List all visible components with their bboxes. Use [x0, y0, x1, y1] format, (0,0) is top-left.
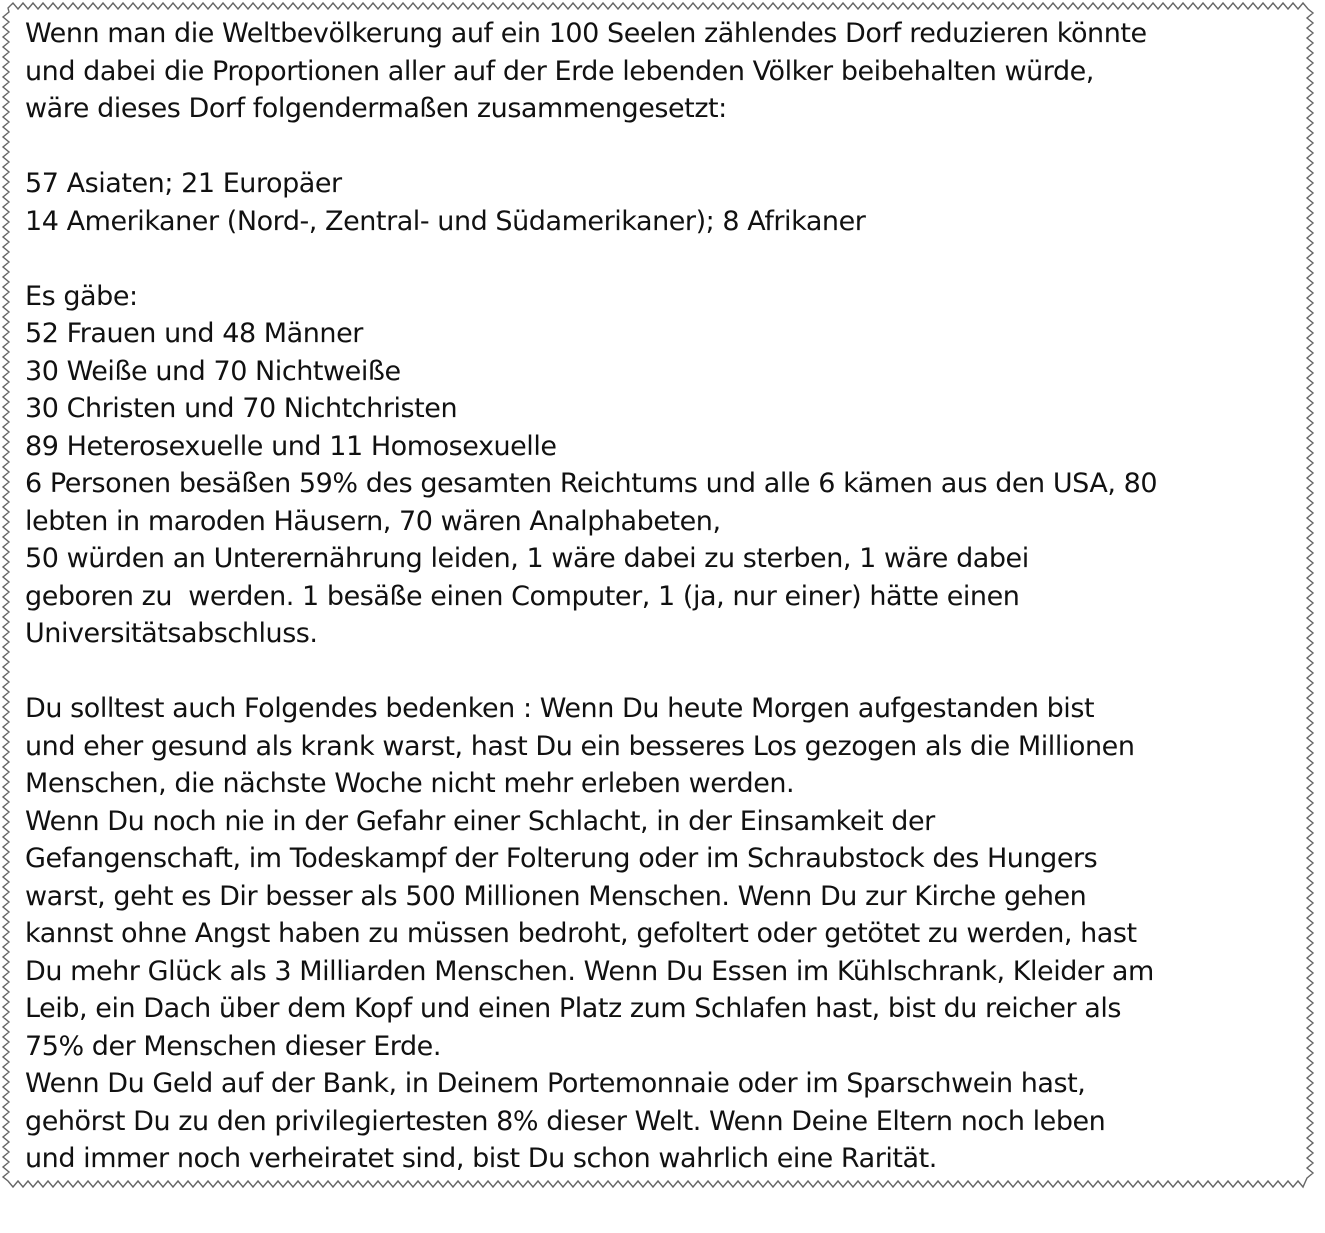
text-line: 14 Amerikaner (Nord-, Zentral- und Südamerikaner); 8 Afrikaner — [25, 205, 866, 237]
text-line: und dabei die Proportionen aller auf der Erde lebenden Völker beibehalten würde, — [25, 55, 1094, 87]
text-line: Wenn Du noch nie in der Gefahr einer Schlacht, in der Einsamkeit der — [25, 805, 935, 837]
text-line: und eher gesund als krank warst, hast Du ein besseres Los gezogen als die Millionen — [25, 730, 1135, 762]
text-line: gehörst Du zu den privilegiertesten 8% dieser Welt. Wenn Deine Eltern noch leben — [25, 1105, 1106, 1137]
paragraph — [25, 15, 1310, 128]
text-line: wäre dieses Dorf folgendermaßen zusammengesetzt: — [25, 93, 727, 124]
text-line: und immer noch verheiratet sind, bist Du schon wahrlich eine Rarität. — [25, 1143, 937, 1174]
paragraph-spacer — [25, 653, 1310, 691]
text-line: Menschen, die nächste Woche nicht mehr erleben werden. — [25, 768, 795, 799]
text-line: Du mehr Glück als 3 Milliarden Menschen. Wenn Du Essen im Kühlschrank, Kleider am — [25, 955, 1154, 987]
text-line: kannst ohne Angst haben zu müssen bedroht, gefoltert oder getötet zu werden, hast — [25, 918, 1137, 949]
text-line: 57 Asiaten; 21 Europäer — [25, 168, 342, 199]
text-line: warst, geht es Dir besser als 500 Millionen Menschen. Wenn Du zur Kirche gehen — [25, 880, 1087, 912]
text-line: Wenn Du Geld auf der Bank, in Deinem Portemonnaie oder im Sparschwein hast, — [25, 1068, 1086, 1099]
text-line: 6 Personen besäßen 59% des gesamten Reichtums und alle 6 kämen aus den USA, 80 — [25, 468, 1158, 499]
text-line: Wenn man die Weltbevölkerung auf ein 100 Seelen zählendes Dorf reduzieren könnte — [25, 18, 1147, 49]
paragraph — [25, 690, 1310, 1178]
text-line: Leib, ein Dach über dem Kopf und einen Platz zum Schlafen hast, bist du reicher als — [25, 993, 1122, 1024]
paragraph-spacer — [25, 240, 1310, 278]
text-line: 30 Christen und 70 Nichtchristen — [25, 393, 458, 424]
text-line: Es gäbe: — [25, 280, 138, 312]
text-line: Universitätsabschluss. — [25, 618, 318, 649]
paragraph-spacer — [25, 128, 1310, 166]
text-line: 89 Heterosexuelle und 11 Homosexuelle — [25, 430, 557, 462]
text-line: Gefangenschaft, im Todeskampf der Folterung oder im Schraubstock des Hungers — [25, 843, 1098, 874]
paragraph — [25, 165, 1310, 240]
text-line: geboren zu werden. 1 besäße einen Computer, 1 (ja, nur einer) hätte einen — [25, 580, 1020, 612]
text-line: 75% der Menschen dieser Erde. — [25, 1030, 441, 1062]
paragraph — [25, 278, 1310, 653]
text-line: 52 Frauen und 48 Männer — [25, 318, 363, 349]
text-line: lebten in maroden Häusern, 70 wären Analphabeten, — [25, 505, 721, 537]
text-line: 30 Weiße und 70 Nichtweiße — [25, 355, 401, 387]
document-text — [25, 15, 1310, 1178]
text-line: 50 würden an Unterernährung leiden, 1 wäre dabei zu sterben, 1 wäre dabei — [25, 543, 1029, 574]
text-line: Du solltest auch Folgendes bedenken : Wenn Du heute Morgen aufgestanden bist — [25, 693, 1095, 724]
